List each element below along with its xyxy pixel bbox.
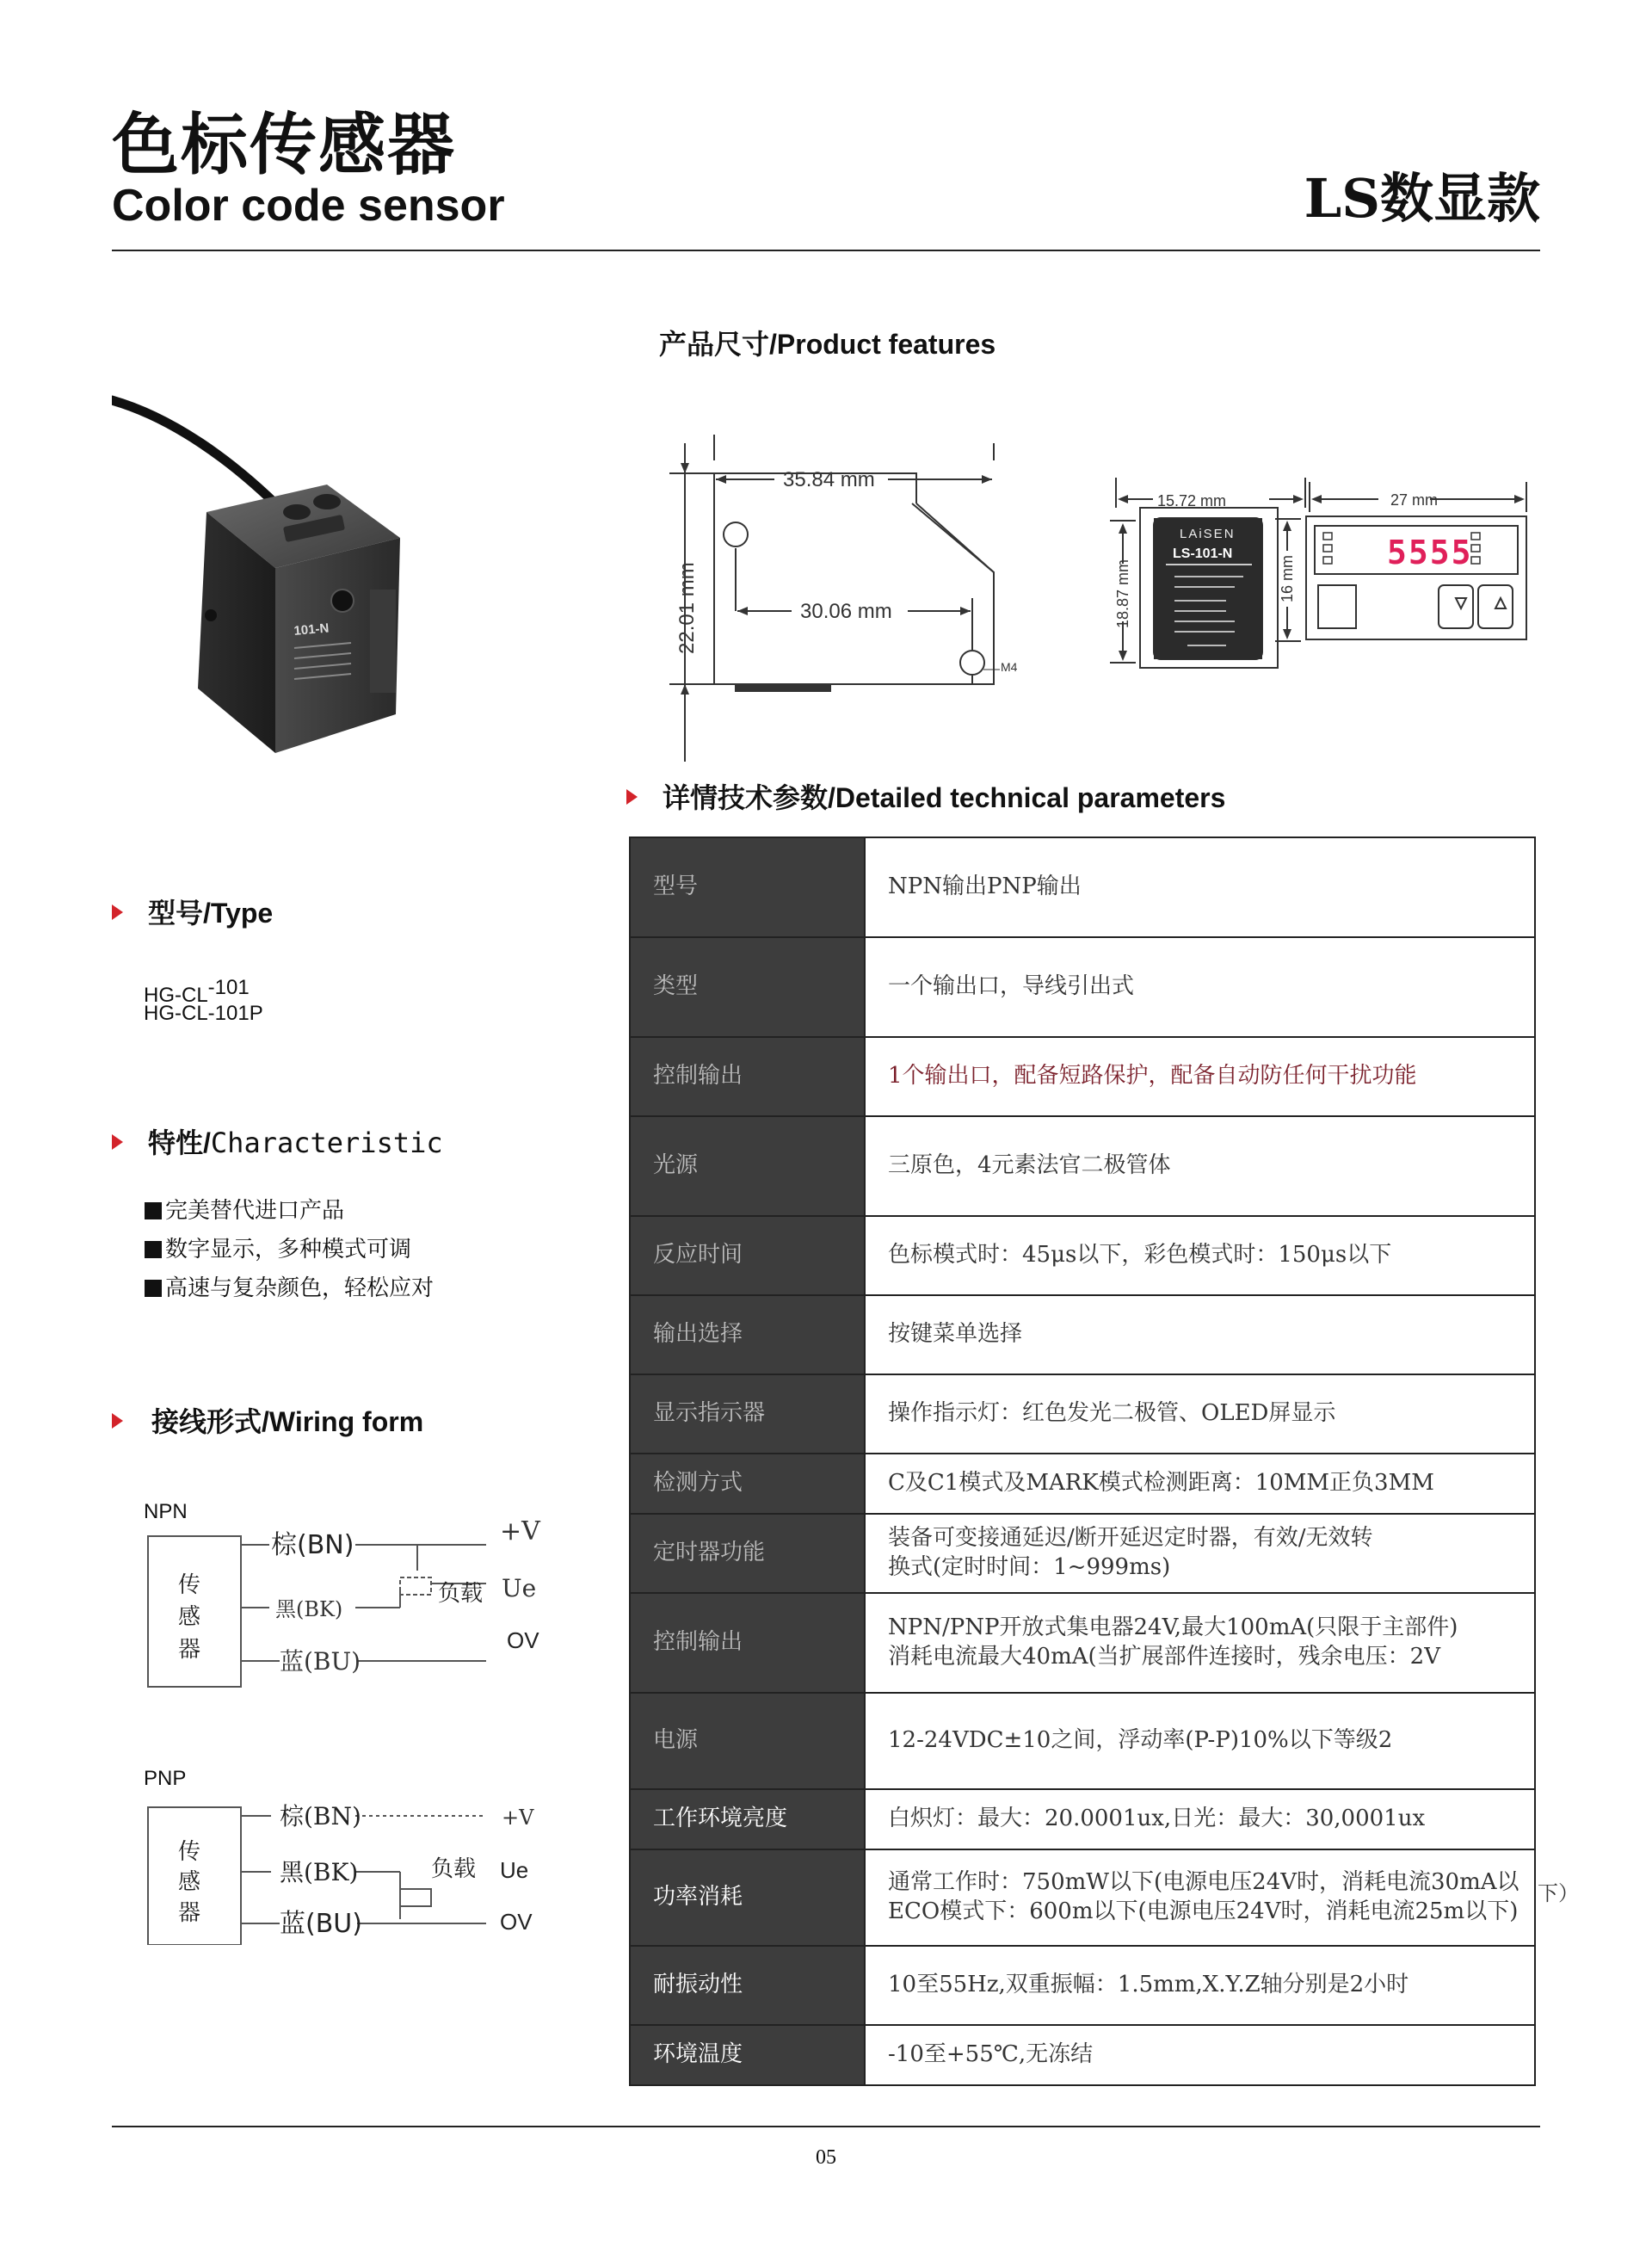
bullet-arrow-icon (112, 1413, 123, 1429)
spec-row (630, 1037, 1535, 1116)
spec-value (865, 1116, 1535, 1216)
header-divider (112, 250, 1540, 251)
spec-value-line: 三原色，4元素法官二极管体 (888, 1152, 1171, 1179)
feature-item: 高速与复杂颜色，轻松应对 (145, 1277, 434, 1300)
spec-value (865, 1454, 1535, 1514)
spec-value (865, 937, 1535, 1037)
spec-label: 型号 (630, 837, 865, 937)
npn-load: 负载 (438, 1581, 484, 1607)
npn-wiring-diagram (142, 1519, 555, 1691)
spec-value-line: 装备可变接通延迟/断开延迟定时器，有效/无效转 (888, 1525, 1373, 1552)
pnp-plus-v: +V (502, 1806, 534, 1830)
spec-row (630, 1789, 1535, 1849)
spec-value (865, 1295, 1535, 1374)
spec-value-line: NPN输出PNP输出 (888, 874, 1082, 900)
spec-value-line: 色标模式时：45μs以下，彩色模式时：150μs以下 (888, 1242, 1392, 1269)
dim-front-width: 15.72 mm (1157, 492, 1227, 509)
spec-row (630, 1593, 1535, 1693)
spec-value-line: 换式(定时时间：1~999ms) (888, 1554, 1171, 1580)
type-model-1-prefix: HG-CL (144, 984, 208, 1007)
spec-row (630, 837, 1535, 937)
spec-value-line: NPN/PNP开放式集电器24V,最大100mA(只限于主部件) (888, 1614, 1458, 1641)
dimensions-heading-text: 产品尺寸/Product features (659, 329, 996, 360)
characteristic-heading-cn: 特性/ (148, 1127, 211, 1158)
panel-digits: 5555 (1387, 534, 1473, 571)
spec-label: 功率消耗 (630, 1849, 865, 1946)
spec-row (630, 1946, 1535, 2025)
page-title-cn: 色标传感器 (112, 107, 457, 184)
spec-value-line: 通常工作时：750mW以下(电源电压24V时，消耗电流30mA以 (888, 1869, 1519, 1896)
pnp-brown-wire: 棕(BN) (280, 1802, 361, 1830)
npn-sensor-char: 感 (177, 1604, 201, 1630)
type-heading-text: 型号/Type (148, 898, 274, 929)
spec-value-line: ECO模式下：600m以下(电源电压24V时，消耗电流25m以下) (888, 1898, 1519, 1924)
bullet-arrow-icon (626, 789, 638, 805)
spec-value (865, 1037, 1535, 1116)
npn-black-wire: 黑(BK) (275, 1597, 343, 1621)
spec-label: 耐振动性 (630, 1946, 865, 2025)
wiring-heading (112, 1408, 542, 1439)
bullet-arrow-icon (112, 1134, 123, 1150)
spec-value-line: 1个输出口，配备短路保护，配备自动防任何干扰功能 (888, 1063, 1417, 1090)
pnp-load: 负载 (431, 1856, 477, 1882)
spec-value (865, 1849, 1535, 1946)
npn-brown-wire: 棕(BN) (271, 1530, 354, 1560)
npn-ov: OV (507, 1627, 539, 1653)
spec-value (865, 1693, 1535, 1789)
npn-sensor-char: 器 (177, 1637, 201, 1663)
spec-label: 定时器功能 (630, 1514, 865, 1593)
pnp-blue-wire: 蓝(BU) (280, 1909, 362, 1939)
type-model-2: HG-CL-101P (144, 1002, 263, 1025)
spec-label: 检测方式 (630, 1454, 865, 1514)
page-title-en: Color code sensor (112, 181, 505, 231)
spec-value (865, 2025, 1535, 2085)
pnp-ov: OV (500, 1909, 533, 1935)
pnp-sensor-char: 器 (177, 1900, 201, 1926)
spec-table (629, 837, 1536, 2086)
wiring-heading-text: 接线形式/Wiring form (151, 1406, 424, 1437)
feature-item: 完美替代进口产品 (145, 1200, 344, 1222)
spec-label: 类型 (630, 937, 865, 1037)
dim-panel-height: 16 mm (1279, 554, 1296, 602)
spec-value-line: -10至+55℃,无冻结 (888, 2041, 1094, 2068)
dimensions-heading (659, 330, 996, 358)
spec-row (630, 937, 1535, 1037)
panel-view-drawing (1275, 478, 1533, 676)
spec-label: 光源 (630, 1116, 865, 1216)
pnp-ue: Ue (500, 1857, 529, 1883)
spec-overflow-note: 下） (1538, 1881, 1579, 1905)
type-heading (112, 899, 456, 930)
spec-row (630, 1849, 1535, 1946)
spec-value (865, 1514, 1535, 1593)
npn-plus-v: +V (500, 1519, 540, 1546)
spec-row (630, 1693, 1535, 1789)
bullet-arrow-icon (112, 904, 123, 920)
dim-panel-width: 27 mm (1390, 491, 1439, 509)
npn-label: NPN (144, 1500, 188, 1523)
dim-front-height: 18.87 mm (1114, 559, 1131, 628)
spec-label: 显示指示器 (630, 1374, 865, 1454)
square-bullet-icon (145, 1241, 162, 1258)
side-view-drawing (663, 426, 1007, 770)
spec-value (865, 1593, 1535, 1693)
spec-label: 反应时间 (630, 1216, 865, 1295)
spec-value-line: 消耗电流最大40mA(当扩展部件连接时，残余电压：2V (888, 1644, 1440, 1670)
spec-value (865, 1946, 1535, 2025)
spec-row (630, 2025, 1535, 2085)
spec-row (630, 1454, 1535, 1514)
dim-width-top: 35.84 mm (783, 468, 875, 491)
pnp-label: PNP (144, 1767, 187, 1790)
spec-value-line: 按键菜单选择 (888, 1321, 1023, 1348)
spec-label: 工作环境亮度 (630, 1789, 865, 1849)
type-model-1-suffix: -101 (207, 976, 250, 999)
spec-value-line: 白炽灯：最大：20.0001ux,日光：最大：30,0001ux (888, 1806, 1426, 1832)
spec-row (630, 1374, 1535, 1454)
product-photo (112, 392, 473, 770)
spec-value (865, 1789, 1535, 1849)
series-name: LS数显款 (1304, 167, 1540, 230)
params-heading-text: 详情技术参数/Detailed technical parameters (663, 782, 1226, 813)
params-heading (626, 784, 1487, 815)
characteristic-heading-en: Characteristic (210, 1127, 443, 1159)
product-model-text: 101-N (293, 620, 330, 639)
npn-blue-wire: 蓝(BU) (280, 1647, 361, 1676)
npn-ue: Ue (502, 1574, 537, 1602)
square-bullet-icon (145, 1280, 162, 1297)
spec-value-line: 操作指示灯：红色发光二极管、OLED屏显示 (888, 1400, 1336, 1427)
pnp-sensor-char: 传 (177, 1839, 201, 1865)
spec-value-line: 12-24VDC±10之间，浮动率(P-P)10%以下等级2 (888, 1727, 1393, 1754)
dim-screw: M4 (1001, 660, 1018, 674)
spec-value-line: 10至55Hz,双重振幅：1.5mm,X.Y.Z轴分别是2小时 (888, 1972, 1409, 1998)
spec-value-line: C及C1模式及MARK模式检测距离：10MM正负3MM (888, 1470, 1434, 1497)
spec-label: 环境温度 (630, 2025, 865, 2085)
characteristic-heading (112, 1129, 542, 1160)
spec-label: 电源 (630, 1693, 865, 1789)
npn-sensor-char: 传 (177, 1572, 201, 1598)
spec-value (865, 1216, 1535, 1295)
spec-value (865, 837, 1535, 937)
dim-width-holes: 30.06 mm (800, 600, 892, 623)
spec-value (865, 1374, 1535, 1454)
square-bullet-icon (145, 1202, 162, 1219)
footer-divider (112, 2126, 1540, 2127)
pnp-black-wire: 黑(BK) (280, 1858, 359, 1886)
spec-label: 控制输出 (630, 1593, 865, 1693)
spec-row (630, 1116, 1535, 1216)
pnp-wiring-diagram (142, 1794, 555, 1945)
spec-row (630, 1295, 1535, 1374)
dim-height-side: 22.01 mm (675, 562, 699, 654)
page-number: 05 (816, 2146, 836, 2169)
pnp-sensor-char: 感 (177, 1869, 201, 1895)
front-model: LS-101-N (1173, 546, 1233, 561)
feature-item: 数字显示，多种模式可调 (145, 1238, 411, 1261)
spec-label: 输出选择 (630, 1295, 865, 1374)
spec-row (630, 1216, 1535, 1295)
spec-label: 控制输出 (630, 1037, 865, 1116)
spec-row (630, 1514, 1535, 1593)
front-brand: LAiSEN (1180, 527, 1236, 541)
spec-value-line: 一个输出口，导线引出式 (888, 973, 1135, 1000)
